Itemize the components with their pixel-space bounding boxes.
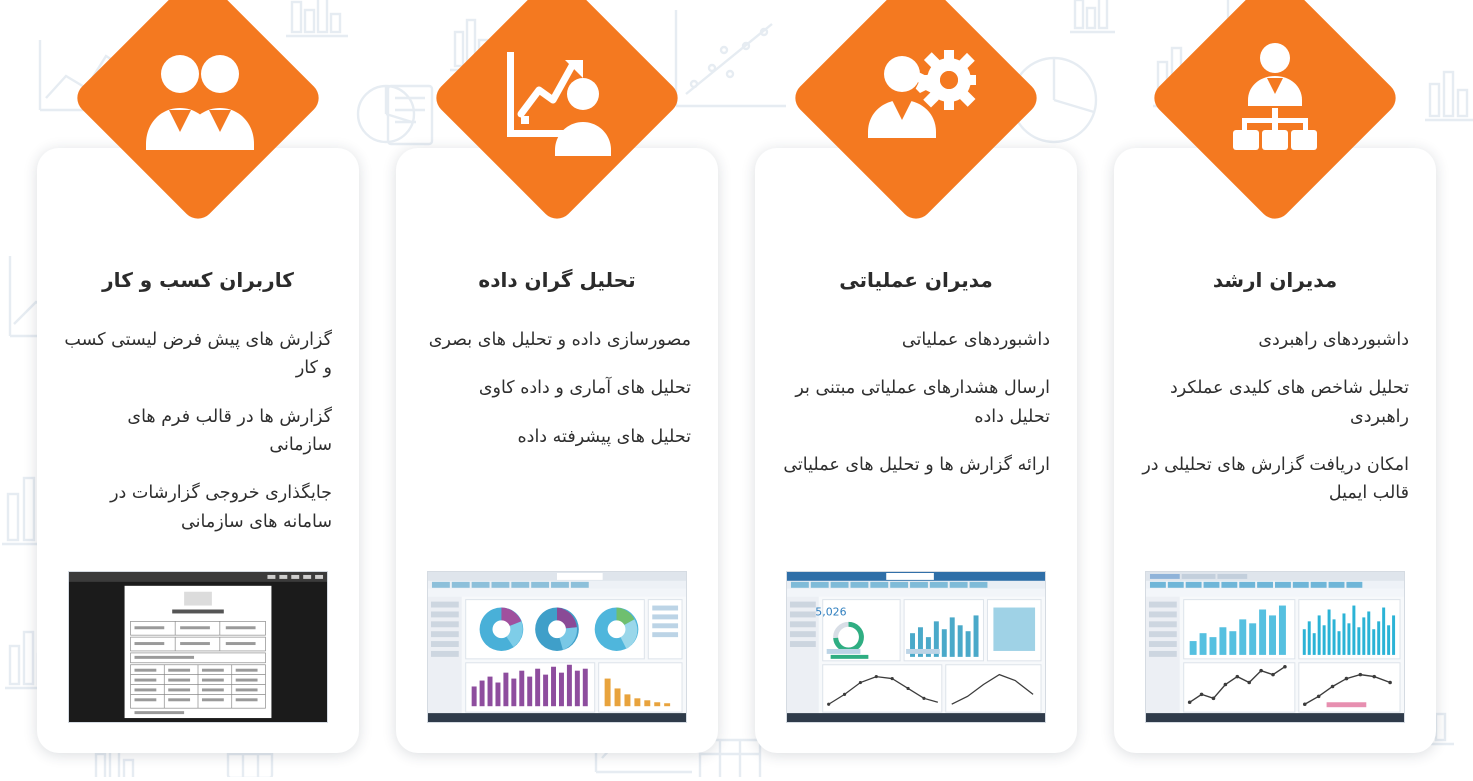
bullet-item: گزارش ها در قالب فرم های سازمانی	[127, 406, 332, 456]
bullet-item: مصورسازی داده و تحلیل های بصری	[428, 330, 691, 350]
persona-card-senior-managers[interactable]	[1114, 148, 1436, 753]
bullet-item: تحلیل های پیشرفته داده	[517, 426, 691, 447]
persona-badge	[71, 0, 326, 225]
bullet-item: داشبوردهای راهبردی	[1258, 330, 1409, 350]
dashboard-thumbnail[interactable]	[1145, 571, 1405, 723]
person-gear-icon	[856, 38, 976, 158]
card-bullets	[64, 326, 332, 556]
persona-card-operational-managers[interactable]	[755, 148, 1077, 753]
bullet-item: ارسال هشدارهای عملیاتی مبتنی بر تحلیل داده	[795, 378, 1050, 427]
svg-text:5,026: 5,026	[815, 605, 847, 619]
card-title: تحلیل گران داده	[478, 268, 636, 292]
card-bullets	[1141, 326, 1409, 528]
bullet-item: تحلیل شاخص های کلیدی عملکرد راهبردی	[1169, 378, 1409, 427]
bullet-item: داشبوردهای عملیاتی	[901, 330, 1050, 350]
bullet-item: تحلیل های آماری و داده کاوی	[478, 378, 691, 399]
dashboard-thumbnail[interactable]	[786, 571, 1046, 723]
org-chart-executive-icon	[1215, 38, 1335, 158]
dashboard-thumbnail[interactable]	[427, 571, 687, 723]
persona-badge	[1148, 0, 1403, 225]
bullet-item: گزارش های پیش فرض لیستی کسب و کار	[64, 330, 332, 379]
bullet-item: جایگذاری خروجی گزارشات در سامانه های سازمانی	[110, 483, 332, 532]
persona-badge	[430, 0, 685, 225]
card-title: مدیران ارشد	[1212, 268, 1338, 292]
card-bullets	[782, 326, 1050, 499]
two-people-icon	[138, 38, 258, 158]
card-title: مدیران عملیاتی	[839, 268, 993, 292]
bullet-item: امکان دریافت گزارش های تحلیلی در قالب ایمیل	[1142, 455, 1409, 504]
persona-badge	[789, 0, 1044, 225]
card-bullets	[423, 326, 691, 471]
chart-person-icon	[497, 38, 617, 158]
card-title: کاربران کسب و کار	[102, 268, 294, 292]
persona-card-data-analysts[interactable]	[396, 148, 718, 753]
persona-card-business-users[interactable]	[37, 148, 359, 753]
report-form-thumbnail[interactable]	[68, 571, 328, 723]
bullet-item: ارائه گزارش ها و تحلیل های عملیاتی	[783, 455, 1050, 476]
